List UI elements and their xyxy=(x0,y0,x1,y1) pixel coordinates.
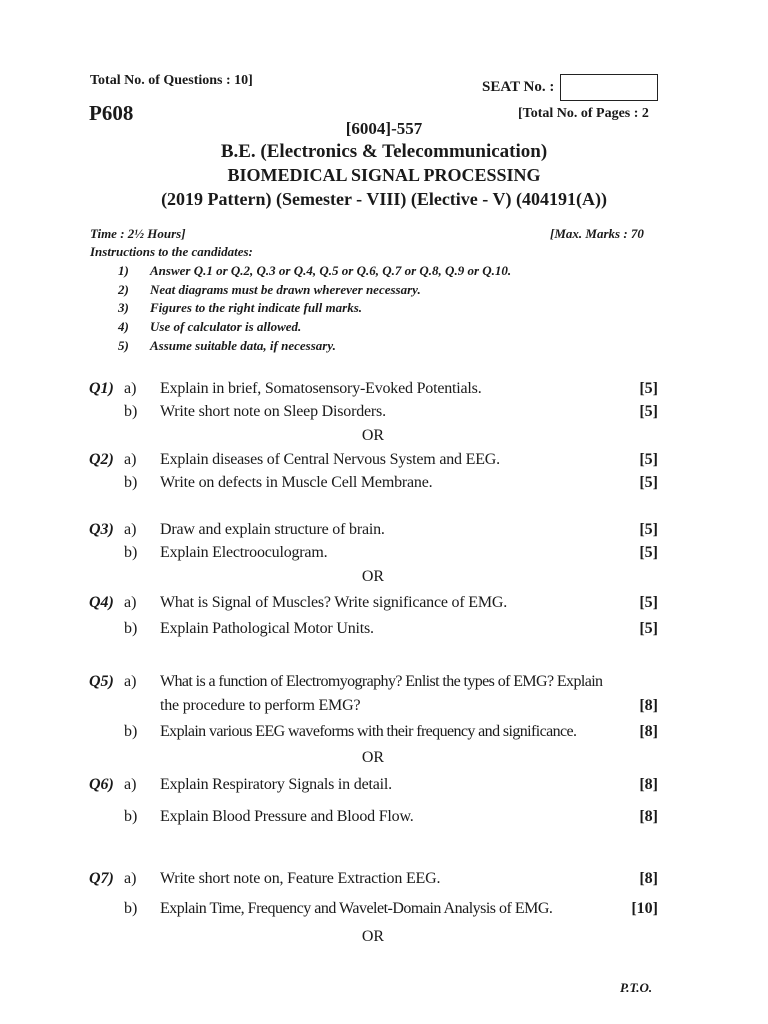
exam-code: [6004]-557 xyxy=(345,119,423,138)
time-label: Time : 2½ Hours] xyxy=(90,226,186,241)
instructions-heading: Instructions to the candidates: xyxy=(90,244,253,259)
question-text: Explain Blood Pressure and Blood Flow. xyxy=(160,808,414,825)
seat-number-box[interactable] xyxy=(560,74,658,101)
question-text: What is Signal of Muscles? Write significance of EMG. xyxy=(160,594,508,611)
subquestion-label: a) xyxy=(124,673,137,690)
subquestion-label: a) xyxy=(124,776,137,793)
instruction-number: 5) xyxy=(118,338,129,353)
question-marks: [5] xyxy=(639,403,658,420)
instruction-text: Neat diagrams must be drawn wherever necessary. xyxy=(150,282,421,297)
total-pages: [Total No. of Pages : 2 xyxy=(518,106,649,121)
question-marks: [5] xyxy=(639,521,658,538)
question-marks: [5] xyxy=(639,594,658,611)
question-marks: [5] xyxy=(639,451,658,468)
instruction-number: 4) xyxy=(118,319,129,334)
question-text: Explain Respiratory Signals in detail. xyxy=(160,776,392,793)
subquestion-label: a) xyxy=(124,380,137,397)
question-label: Q6) xyxy=(89,776,114,793)
subquestion-label: b) xyxy=(124,900,138,917)
instruction-text: Answer Q.1 or Q.2, Q.3 or Q.4, Q.5 or Q.6, Q.7 or Q.8, Q.9 or Q.10. xyxy=(150,263,512,278)
instruction-text: Use of calculator is allowed. xyxy=(150,319,302,334)
question-marks: [8] xyxy=(639,776,658,793)
question-label: Q2) xyxy=(89,451,114,468)
question-marks: [5] xyxy=(639,474,658,491)
or-separator: OR xyxy=(361,568,385,585)
instruction-number: 2) xyxy=(118,282,129,297)
max-marks: [Max. Marks : 70 xyxy=(550,226,644,241)
subquestion-label: b) xyxy=(124,620,138,637)
question-text: Explain in brief, Somatosensory-Evoked Potentials. xyxy=(160,380,482,397)
question-text: Explain Time, Frequency and Wavelet-Domain Analysis of EMG. xyxy=(160,900,553,917)
subquestion-label: b) xyxy=(124,808,138,825)
question-text: Explain Pathological Motor Units. xyxy=(160,620,374,637)
subquestion-label: b) xyxy=(124,403,138,420)
subquestion-label: b) xyxy=(124,544,138,561)
paper-code: P608 xyxy=(89,101,134,125)
question-label: Q4) xyxy=(89,594,114,611)
question-marks: [5] xyxy=(639,380,658,397)
question-text: Write on defects in Muscle Cell Membrane. xyxy=(160,474,433,491)
subquestion-label: a) xyxy=(124,451,137,468)
subquestion-label: a) xyxy=(124,521,137,538)
or-separator: OR xyxy=(361,427,385,444)
question-label: Q3) xyxy=(89,521,114,538)
instruction-number: 1) xyxy=(118,263,129,278)
question-label: Q1) xyxy=(89,380,114,397)
subquestion-label: a) xyxy=(124,870,137,887)
subquestion-label: a) xyxy=(124,594,137,611)
question-text-continued: the procedure to perform EMG? xyxy=(160,697,361,714)
question-text: Explain diseases of Central Nervous System and EEG. xyxy=(160,451,500,468)
question-label: Q5) xyxy=(89,673,114,690)
question-text: Explain Electrooculogram. xyxy=(160,544,328,561)
total-questions: Total No. of Questions : 10] xyxy=(90,73,253,88)
instruction-text: Figures to the right indicate full marks. xyxy=(150,300,363,315)
question-marks: [8] xyxy=(639,870,658,887)
question-text: What is a function of Electromyography? Enlist the types of EMG? Explain xyxy=(160,673,603,690)
question-marks: [5] xyxy=(639,620,658,637)
question-marks: [8] xyxy=(639,723,658,740)
question-marks: [10] xyxy=(631,900,658,917)
instruction-text: Assume suitable data, if necessary. xyxy=(150,338,336,353)
question-marks: [5] xyxy=(639,544,658,561)
subquestion-label: b) xyxy=(124,474,138,491)
question-text: Explain various EEG waveforms with their frequency and significance. xyxy=(160,723,577,740)
question-marks: [8] xyxy=(639,697,658,714)
question-text: Draw and explain structure of brain. xyxy=(160,521,385,538)
instruction-number: 3) xyxy=(118,300,129,315)
question-text: Write short note on Sleep Disorders. xyxy=(160,403,386,420)
question-text: Write short note on, Feature Extraction EEG. xyxy=(160,870,441,887)
question-label: Q7) xyxy=(89,870,114,887)
question-marks: [8] xyxy=(639,808,658,825)
or-separator: OR xyxy=(361,749,385,766)
seat-number-label: SEAT No. : xyxy=(482,79,555,95)
or-separator: OR xyxy=(361,928,385,945)
page-turn-over: P.T.O. xyxy=(620,980,653,995)
subject-title: BIOMEDICAL SIGNAL PROCESSING xyxy=(227,165,541,185)
pattern-title: (2019 Pattern) (Semester - VIII) (Elective - V) (404191(A)) xyxy=(161,189,607,209)
subquestion-label: b) xyxy=(124,723,138,740)
course-title: B.E. (Electronics & Telecommunication) xyxy=(220,141,548,162)
